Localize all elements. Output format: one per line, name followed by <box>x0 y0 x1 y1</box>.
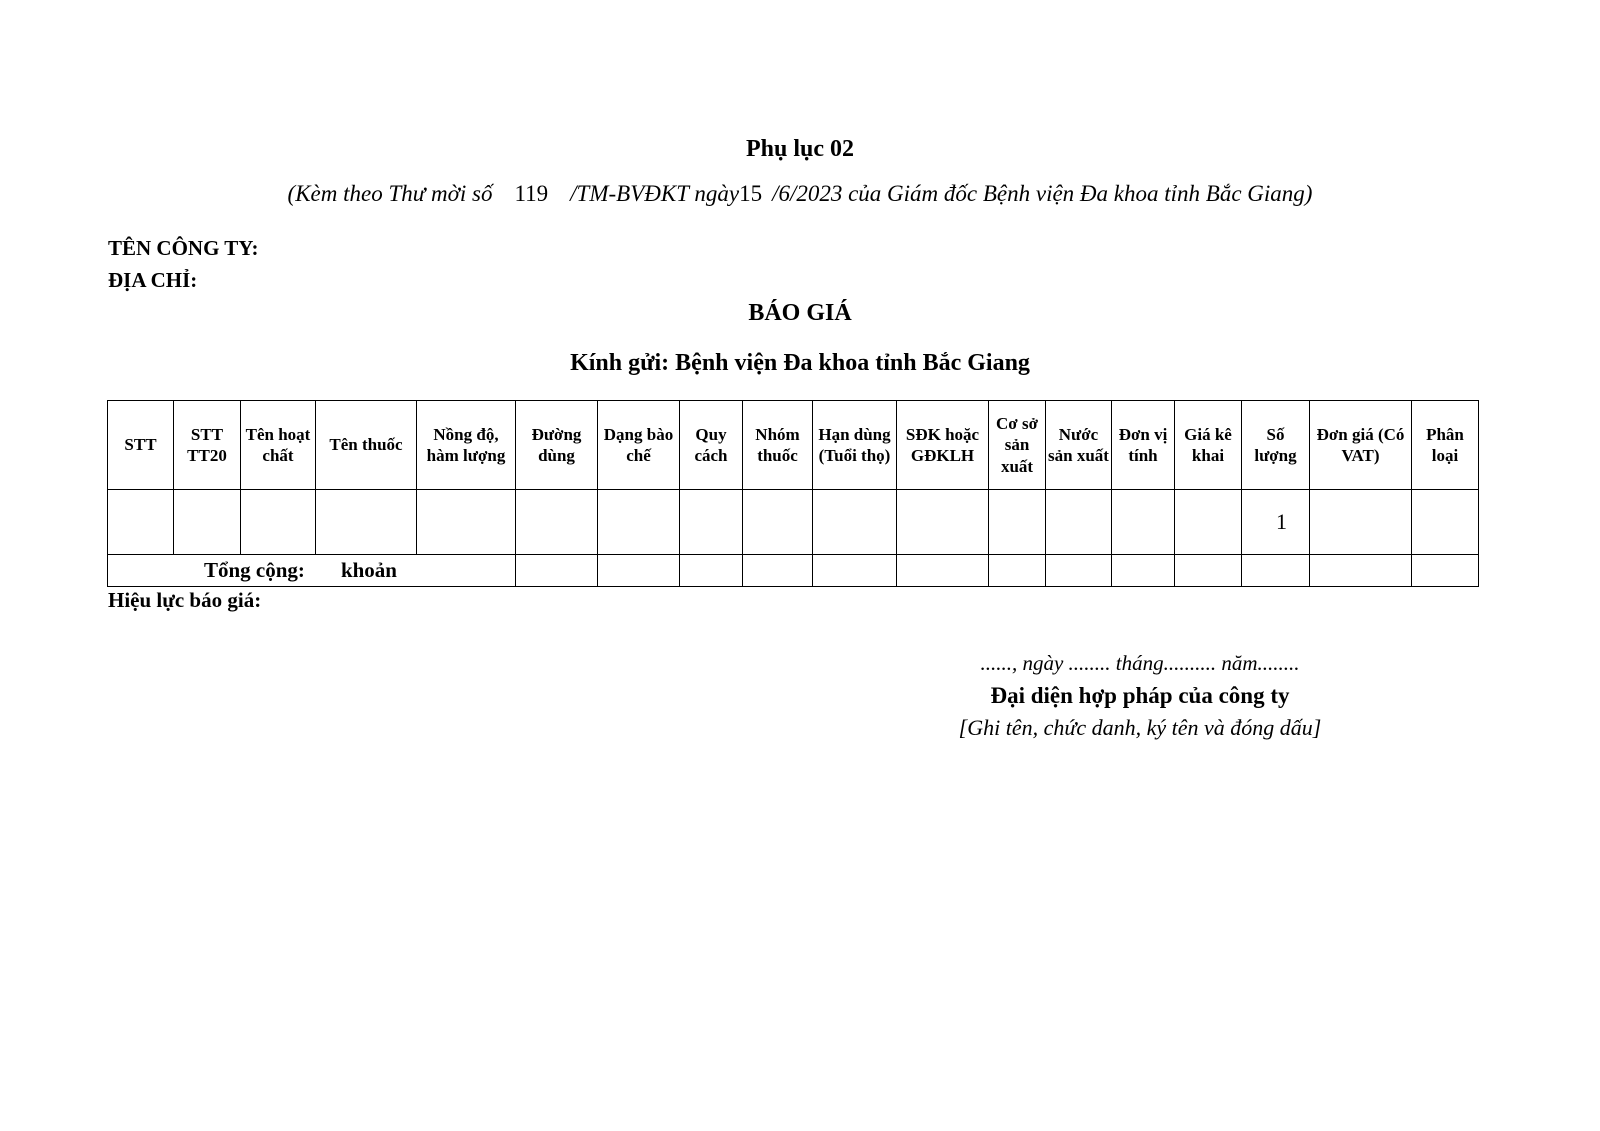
column-header: Phân loại <box>1412 401 1479 490</box>
table-cell <box>516 490 598 555</box>
recipient-line: Kính gửi: Bệnh viện Đa khoa tỉnh Bắc Giang <box>570 350 1030 376</box>
table-cell <box>598 490 680 555</box>
column-header: STT <box>108 401 174 490</box>
column-header: Tên hoạt chất <box>241 401 316 490</box>
column-header: STT TT20 <box>174 401 241 490</box>
column-header: Tên thuốc <box>316 401 417 490</box>
table-row <box>108 490 1479 555</box>
table-cell <box>743 490 813 555</box>
company-address-label: ĐỊA CHỈ: <box>108 268 198 292</box>
table-cell <box>108 490 174 555</box>
column-header: Đơn vị tính <box>1112 401 1175 490</box>
table-cell <box>1046 490 1112 555</box>
quotation-table <box>107 400 1479 587</box>
table-header-row <box>108 401 1479 490</box>
subtitle-part3: /6/2023 của Giám đốc Bệnh viện Đa khoa tỉnh Bắc Giang) <box>772 181 1313 206</box>
quantity-cell: 1 <box>1242 490 1310 555</box>
column-header: Số lượng <box>1242 401 1310 490</box>
table-cell <box>316 490 417 555</box>
table-cell <box>1175 555 1242 587</box>
subtitle <box>0 181 1600 207</box>
appendix-title: Phụ lục 02 <box>745 136 855 162</box>
table-cell <box>1112 490 1175 555</box>
total-label: Tổng cộng: <box>204 558 305 582</box>
column-header: Nhóm thuốc <box>743 401 813 490</box>
column-header: SĐK hoặc GĐKLH <box>897 401 989 490</box>
table-cell <box>1046 555 1112 587</box>
table-cell <box>813 555 897 587</box>
table-cell <box>743 555 813 587</box>
company-name-label: TÊN CÔNG TY: <box>108 236 259 260</box>
table-cell <box>1310 555 1412 587</box>
total-unit: khoản <box>340 558 397 582</box>
table-cell <box>516 555 598 587</box>
validity-label: Hiệu lực báo giá: <box>108 588 262 612</box>
signature-title: Đại diện hợp pháp của công ty <box>990 683 1290 708</box>
table-cell <box>1175 490 1242 555</box>
table-cell <box>598 555 680 587</box>
table-cell <box>989 490 1046 555</box>
table-cell <box>417 490 516 555</box>
table-cell <box>174 490 241 555</box>
document-title: BÁO GIÁ <box>748 300 852 326</box>
total-label-cell <box>108 555 516 587</box>
total-row <box>108 555 1479 587</box>
table-cell <box>241 490 316 555</box>
column-header: Quy cách <box>680 401 743 490</box>
column-header: Nồng độ, hàm lượng <box>417 401 516 490</box>
column-header: Dạng bào chế <box>598 401 680 490</box>
table-cell <box>989 555 1046 587</box>
table-cell <box>1412 490 1479 555</box>
subtitle-part1: (Kèm theo Thư mời số <box>287 181 493 206</box>
subtitle-part2: /TM-BVĐKT ngày <box>570 181 740 206</box>
column-header: Đơn giá (Có VAT) <box>1310 401 1412 490</box>
table-cell <box>1112 555 1175 587</box>
table-cell <box>897 490 989 555</box>
table-cell <box>1412 555 1479 587</box>
table-cell <box>1310 490 1412 555</box>
column-header: Giá kê khai <box>1175 401 1242 490</box>
table-cell <box>680 555 743 587</box>
table-cell <box>897 555 989 587</box>
table-cell <box>813 490 897 555</box>
signature-date-line: ......, ngày ........ tháng.......... năm........ <box>980 651 1300 675</box>
column-header: Hạn dùng (Tuổi thọ) <box>813 401 897 490</box>
column-header: Đường dùng <box>516 401 598 490</box>
letter-number: 119 <box>514 181 549 206</box>
letter-day: 15 <box>739 181 763 206</box>
signature-note: [Ghi tên, chức danh, ký tên và đóng dấu] <box>958 715 1322 740</box>
column-header: Cơ sở sản xuất <box>989 401 1046 490</box>
column-header: Nước sản xuất <box>1046 401 1112 490</box>
table-cell <box>1242 555 1310 587</box>
table-cell <box>680 490 743 555</box>
